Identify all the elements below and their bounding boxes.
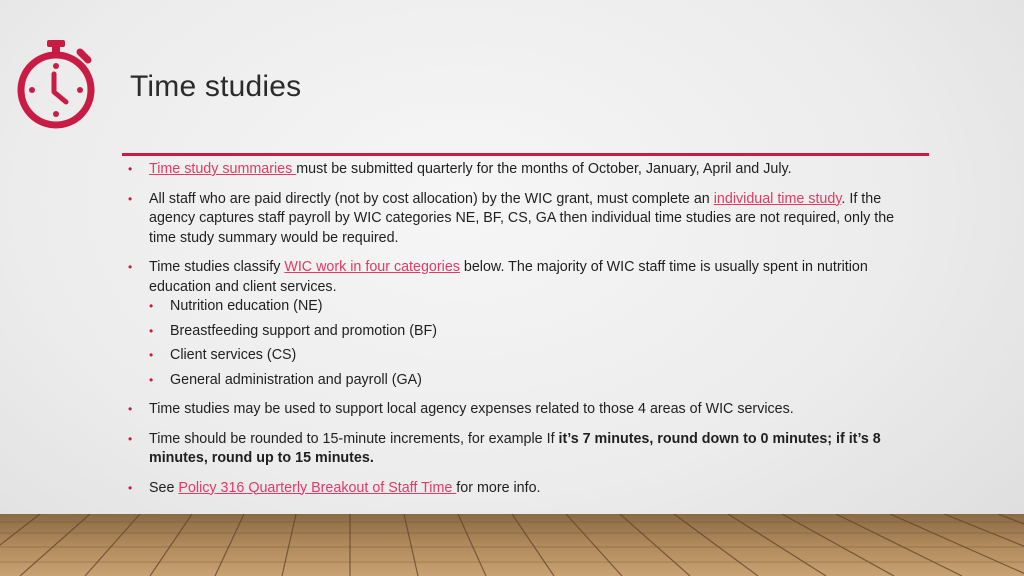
bullet-text: Time studies may be used to support local agency expenses related to those 4 areas of WIC services. xyxy=(149,401,794,417)
category-list xyxy=(149,297,918,390)
bullet-rounding xyxy=(128,430,918,469)
bullet-text: . If the agency captures staff payroll by WIC categories NE, BF, CS, GA then individual time studies are not required, only the time study summary would be required. xyxy=(149,190,895,246)
wic-work-categories-link[interactable]: WIC work in four categories xyxy=(284,259,460,275)
category-item: • Nutrition education (NE) xyxy=(149,297,918,317)
bullet-categories xyxy=(128,258,918,390)
slide-content xyxy=(128,160,918,508)
bullet-text: for more info. xyxy=(456,479,541,496)
individual-time-study-link[interactable]: individual time study xyxy=(713,190,842,207)
policy-316-link[interactable]: Policy 316 Quarterly Breakout of Staff Time xyxy=(178,479,457,496)
title-divider xyxy=(122,153,929,156)
category-item: • General administration and payroll (GA) xyxy=(149,371,918,391)
bullet-text: All staff who are paid directly (not by cost allocation) by the WIC grant, must complete an xyxy=(149,190,714,207)
bullet-text: must be submitted quarterly for the months of October, January, April and July. xyxy=(296,161,792,177)
bullet-list xyxy=(128,160,918,498)
bullet-individual-study xyxy=(128,190,918,249)
bullet-summaries xyxy=(128,160,918,180)
category-item: • Client services (CS) xyxy=(149,346,918,366)
wood-floor-background xyxy=(0,514,1024,576)
bullet-expenses xyxy=(128,400,918,420)
time-study-summaries-link[interactable]: Time study summaries xyxy=(149,161,297,177)
bullet-text: Time should be rounded to 15-minute increments, for example If xyxy=(149,430,559,447)
bullet-text: below. The majority of WIC staff time is usually spent in nutrition education and client services. xyxy=(149,259,868,295)
stopwatch-icon xyxy=(14,38,98,132)
bullet-text: Time studies classify xyxy=(149,259,285,275)
slide-title: Time studies xyxy=(130,70,302,103)
bullet-text: See xyxy=(149,479,179,496)
category-item: • Breastfeeding support and promotion (BF) xyxy=(149,322,918,342)
bullet-policy xyxy=(128,479,918,499)
rounding-rule: it’s 7 minutes, round down to 0 minutes; if it’s 8 minutes, round up to 15 minutes. xyxy=(149,430,881,466)
